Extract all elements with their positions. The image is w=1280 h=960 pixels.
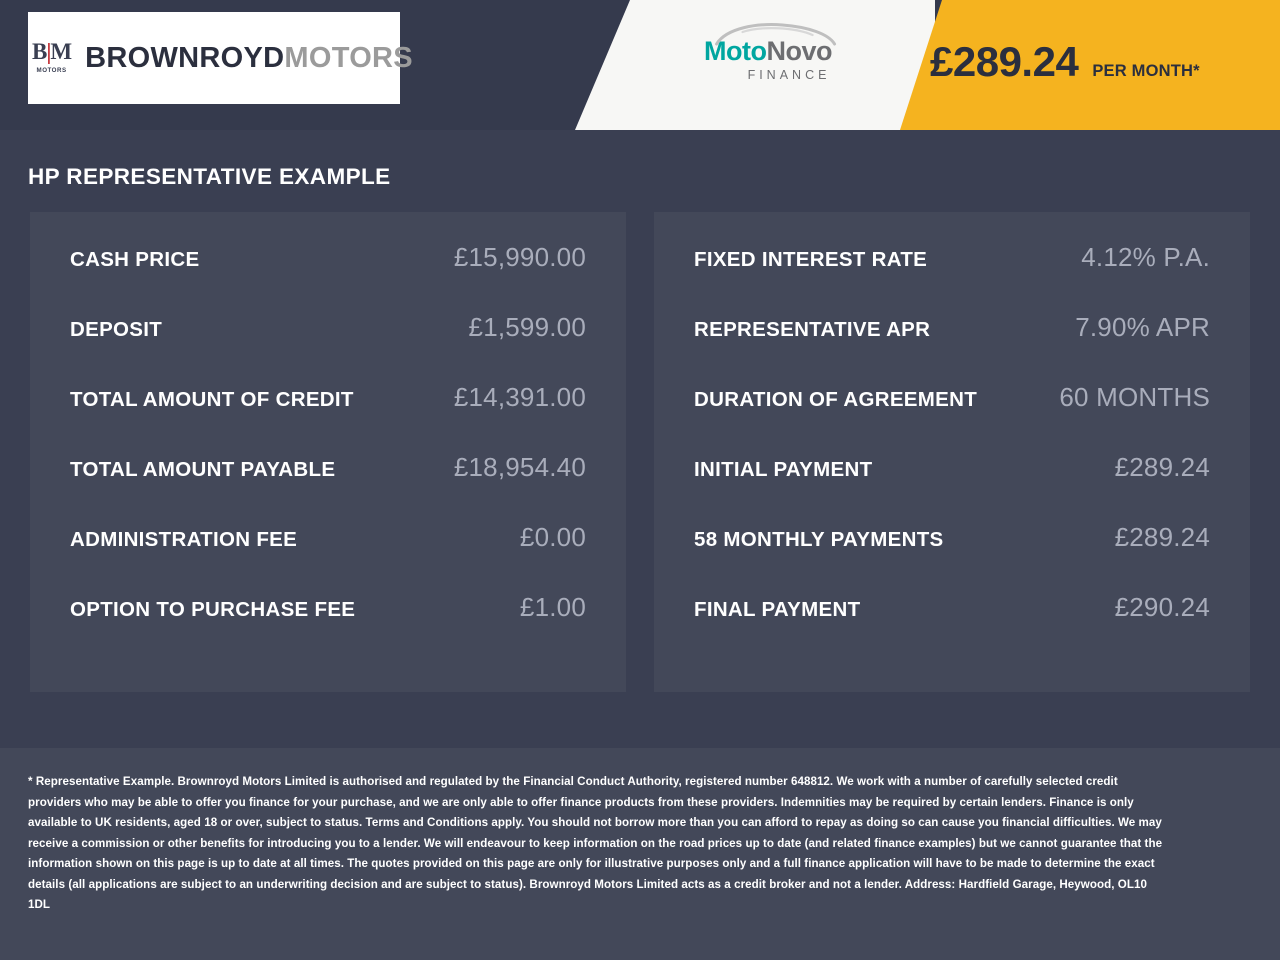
row-label: DURATION OF AGREEMENT [694, 388, 978, 411]
disclaimer-text: * Representative Example. Brownroyd Motors Limited is authorised and regulated by the Financial Conduct Authority, registered number 648812. We work with a number of carefully selected credit providers who may be able to offer you finance for your purchase, and we are only able to offer finance products from these providers. Indemnities may be required by certain lenders. Finance is only available to UK residents, aged 18 or over, subject to status. Terms and Conditions apply. You should not borrow more than you can afford to repay as doing so can cause you financial difficulties. We may receive a commission or other benefits for introducing you to a lender. We will endeavour to keep information on the road prices up to date (and related finance examples) but we cannot guarantee that the information shown on this page is up to date at all times. The quotes provided on this page are only for illustrative purposes only and a full finance application will have to be made to determine the exact details (all applications are subject to an underwriting decision and are subject to status). Brownroyd Motors Limited acts as a credit broker and not a lender. Address: Hardfield Garage, Heywood, OL10 1DL [28, 775, 1163, 911]
table-row [70, 312, 586, 382]
dealer-logo-mark-icon [32, 40, 71, 75]
row-value: £1,599.00 [468, 312, 586, 342]
dealer-logo-name-bold: BROWNROYD [85, 41, 285, 74]
row-label: TOTAL AMOUNT PAYABLE [70, 458, 336, 481]
lender-name-part1: Moto [704, 36, 767, 66]
table-row [694, 592, 1210, 662]
table-row [694, 312, 1210, 382]
monthly-price-badge [930, 38, 1200, 86]
row-label: DEPOSIT [70, 318, 163, 341]
dealer-logo [28, 12, 413, 104]
row-value: £289.24 [1114, 452, 1210, 482]
row-value: £289.24 [1114, 522, 1210, 552]
row-value: 4.12% P.A. [1081, 242, 1210, 272]
table-row [694, 522, 1210, 592]
row-value: £14,391.00 [453, 382, 586, 412]
table-row [694, 382, 1210, 452]
row-value: £0.00 [519, 522, 586, 552]
row-label: TOTAL AMOUNT OF CREDIT [70, 388, 354, 411]
table-row [70, 592, 586, 662]
row-label: FIXED INTEREST RATE [694, 248, 928, 271]
car-swoosh-icon [713, 22, 839, 48]
monthly-price-period: PER MONTH* [1092, 62, 1200, 80]
row-value: 60 MONTHS [1059, 382, 1210, 412]
table-row [694, 452, 1210, 522]
table-row [694, 242, 1210, 312]
row-value: £290.24 [1114, 592, 1210, 622]
row-value: £18,954.40 [453, 452, 586, 482]
lender-subtitle: FINANCE [747, 68, 831, 82]
right-details-panel [654, 212, 1250, 692]
row-value: £1.00 [519, 592, 586, 622]
page-title: HP REPRESENTATIVE EXAMPLE [28, 164, 391, 189]
table-row [70, 382, 586, 452]
dealer-logo-name-light: MOTORS [284, 41, 413, 74]
table-row [70, 242, 586, 312]
lender-logo [668, 36, 868, 82]
row-value: £15,990.00 [453, 242, 586, 272]
dealer-logo-wordmark [85, 42, 413, 75]
disclaimer-section [0, 748, 1280, 960]
table-row [70, 452, 586, 522]
row-label: FINAL PAYMENT [694, 598, 861, 621]
left-details-panel [30, 212, 626, 692]
table-row [70, 522, 586, 592]
row-label: OPTION TO PURCHASE FEE [70, 598, 356, 621]
finance-details-panels [30, 212, 1250, 692]
row-label: 58 MONTHLY PAYMENTS [694, 528, 944, 551]
row-label: CASH PRICE [70, 248, 200, 271]
monthly-price-amount: £289.24 [930, 38, 1079, 85]
dealer-logo-initials: B|M [32, 39, 72, 65]
row-label: INITIAL PAYMENT [694, 458, 873, 481]
row-label: REPRESENTATIVE APR [694, 318, 931, 341]
row-value: 7.90% APR [1075, 312, 1210, 342]
lender-logo-wordmark [704, 36, 832, 67]
page-header [0, 0, 1280, 130]
lender-name-part2: Novo [766, 36, 832, 66]
row-label: ADMINISTRATION FEE [70, 528, 298, 551]
dealer-logo-mark-subtitle: MOTORS [36, 67, 67, 75]
